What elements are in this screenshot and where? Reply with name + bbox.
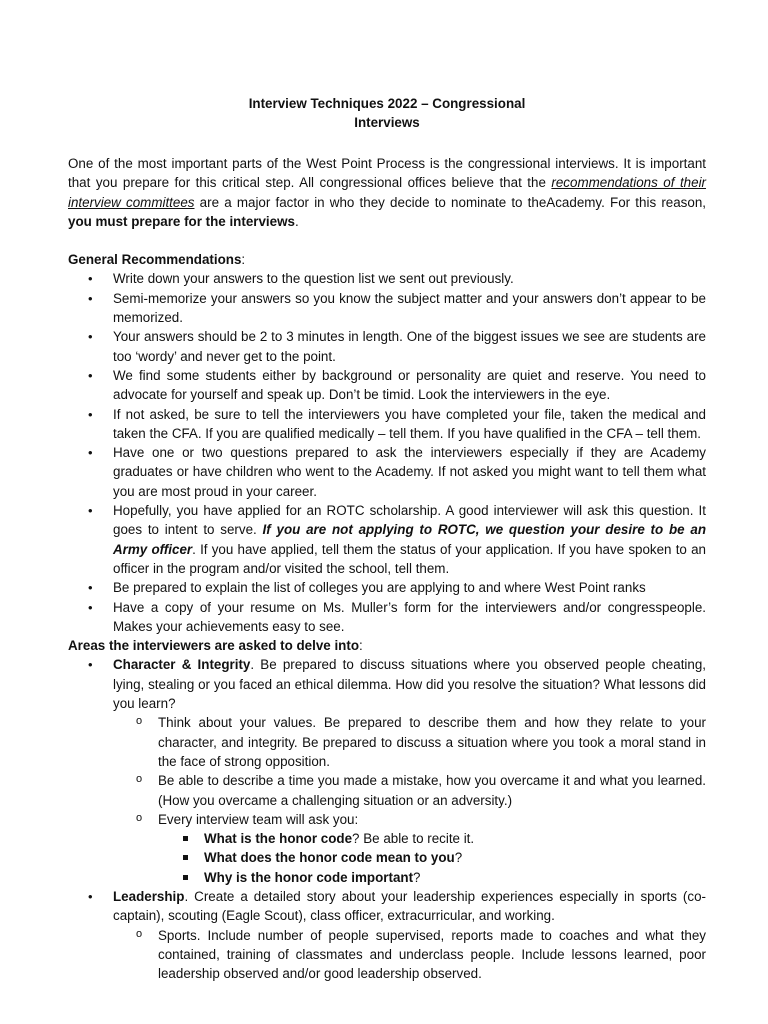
- honor-question: Why is the honor code important: [204, 869, 414, 885]
- rotc-text-2: . If you have applied, tell them the status of your application. If you have spoken to an officer in the program and/or visited the school, tell them.: [113, 541, 706, 576]
- honor-rest: ? Be able to recite it.: [352, 831, 475, 847]
- honor-item: [158, 868, 706, 887]
- general-heading-text: General Recommendations: [68, 252, 242, 268]
- leadership-label: Leadership: [113, 888, 185, 904]
- list-item: • Have one or two questions prepared to ask the interviewers especially if they are Academy graduates or have children who went to the Academy. If not asked you might want to tell them what you are most proud in your career.: [68, 443, 706, 501]
- list-item-character: [68, 655, 706, 887]
- list-item: • Semi-memorize your answers so you know the subject matter and your answers don’t appear to be memorized.: [68, 289, 706, 328]
- list-item: • Your answers should be 2 to 3 minutes in length. One of the biggest issues we see are students are too ‘wordy’ and never get to the point.: [68, 327, 706, 366]
- rotc-text-1: Hopefully, you have applied for an ROTC scholarship. A good interviewer will ask this question. It goes to intent to serve.: [113, 503, 706, 538]
- intro-end: .: [294, 213, 299, 229]
- sub-list-item: [113, 810, 706, 887]
- every-team-text: Every interview team will ask you:: [158, 811, 359, 827]
- list-item: • If not asked, be sure to tell the interviewers you have completed your file, taken the medical and taken the CFA. If you are qualified medically – tell them. If you have qualified in the CFA – tell them.: [68, 405, 706, 444]
- honor-question: What is the honor code: [204, 831, 353, 847]
- general-list: [68, 269, 706, 636]
- list-item: • Write down your answers to the question list we sent out previously.: [68, 269, 706, 288]
- character-sublist: [113, 713, 706, 887]
- intro-emphasis: recommendations of their interview committees: [68, 175, 707, 210]
- intro-text-2: are a major factor in who they decide to nominate to theAcademy. For this reason,: [194, 194, 706, 210]
- areas-heading-colon: :: [359, 638, 363, 654]
- honor-rest: ?: [454, 850, 463, 866]
- character-label: Character & Integrity: [113, 657, 251, 673]
- character-text: . Be prepared to discuss situations where you observed people cheating, lying, stealing or you faced an ethical dilemma. How did you resolve the situation? What lessons did you learn?: [113, 657, 706, 712]
- title-line-1: Interview Techniques 2022 – Congressional: [248, 96, 526, 111]
- list-item-leadership: [68, 887, 706, 983]
- honor-code-list: [158, 829, 706, 887]
- intro-paragraph: [68, 154, 706, 231]
- general-heading: [68, 250, 706, 269]
- honor-question: What does the honor code mean to you: [204, 850, 455, 866]
- honor-item: [158, 829, 706, 848]
- sub-list-item: o Be able to describe a time you made a mistake, how you overcame it and what you learned. (How you overcame a challenging situation or an adversity.): [113, 771, 706, 810]
- sub-list-item: o Think about your values. Be prepared to describe them and how they relate to your character, and integrity. Be prepared to discuss a situation where you took a moral stand in the face of strong opposition.: [113, 713, 706, 771]
- general-heading-colon: :: [241, 252, 246, 268]
- areas-heading: [68, 636, 706, 655]
- leadership-text: . Create a detailed story about your leadership experiences especially in sports (co-captain), scouting (Eagle Scout), class officer, extracurricular, and working.: [113, 888, 706, 924]
- intro-text-1: One of the most important parts of the West Point Process is the congressional interviews. It is important that you prepare for this critical step. All congressional offices believe that the: [68, 156, 706, 191]
- list-item-rotc: [68, 501, 706, 578]
- honor-item: [158, 848, 706, 867]
- list-item: • We find some students either by background or personality are quiet and reserve. You need to advocate for yourself and speak up. Don’t be timid. Look the interviewers in the eye.: [68, 366, 706, 405]
- list-item: • Have a copy of your resume on Ms. Muller’s form for the interviewers and/or congresspeople. Makes your achievements easy to see.: [68, 598, 706, 637]
- intro-bold: you must prepare for the interviews: [68, 213, 295, 229]
- document-title: [68, 94, 706, 132]
- honor-rest: ?: [413, 869, 421, 885]
- title-line-2: Interviews: [354, 115, 420, 130]
- sub-list-item: o Sports. Include number of people supervised, reports made to coaches and what they contained, training of classmates and underclass people. Include lessons learned, poor leadership observed and/or good leadership observed.: [113, 926, 706, 984]
- areas-list: [68, 655, 706, 983]
- areas-heading-text: Areas the interviewers are asked to delve into: [68, 638, 359, 654]
- leadership-sublist: [113, 926, 706, 984]
- rotc-emphasis: If you are not applying to ROTC, we question your desire to be an Army officer: [113, 522, 707, 557]
- list-item: • Be prepared to explain the list of colleges you are applying to and where West Point ranks: [68, 578, 706, 597]
